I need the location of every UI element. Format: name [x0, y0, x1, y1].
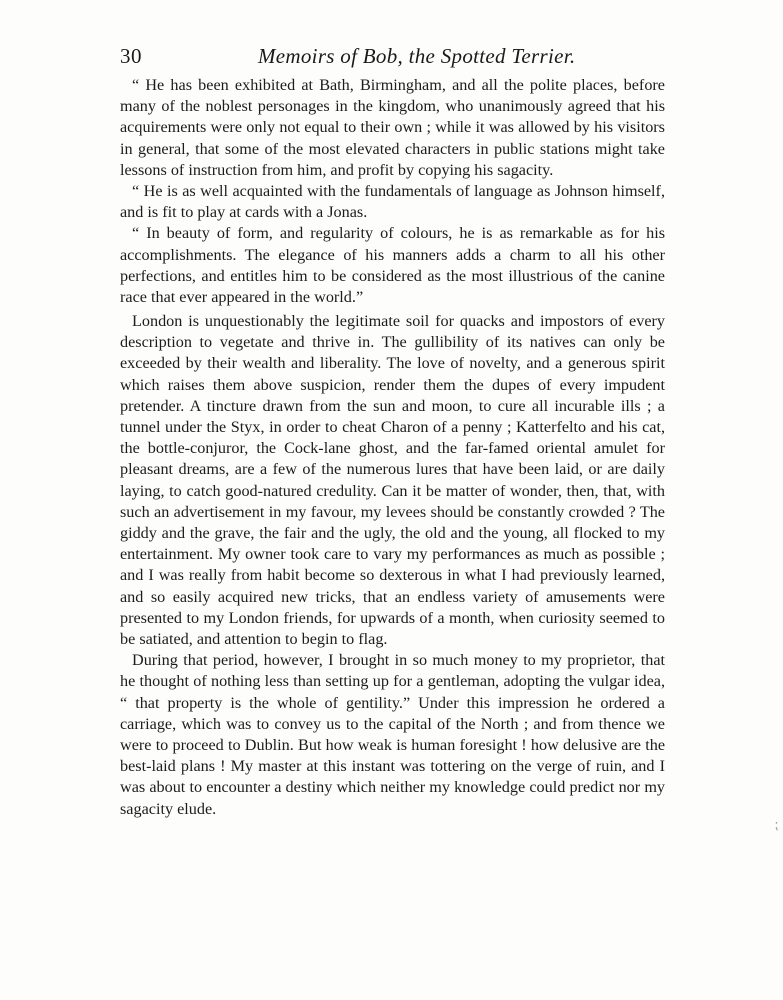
quote-paragraph: “ He has been exhibited at Bath, Birmingham, and all the polite places, before many of the noblest personages in the kingdom, who unanimously agreed that his acquirements were only not equal to their own ; while it was allowed by his visitors in general, that some of the most elevated characters in public stations might take lessons of instruction from him, and profit by copying his sagacity.: [120, 76, 665, 179]
body-paragraph: London is unquestionably the legitimate soil for quacks and impostors of every description to vegetate and thrive in. The gullibility of its natives can only be exceeded by their wealth and liberality. The love of novelty, and a generous spirit which raises them above suspicion, render them the dupes of every impudent pretender. A tincture drawn from the sun and moon, to cure all incurable ills ; a tunnel under the Styx, in order to cheat Charon of a penny ; Katterfelto and his cat, the bottle-conjuror, the Cock-lane ghost, and the far-famed oriental amulet for pleasant dreams, are a few of the numerous lures that have been laid, or are daily laying, to catch good-natured credulity. Can it be matter of wonder, then, that, with such an advertisement in my favour, my levees should be constantly crowded ? The giddy and the grave, the fair and the ugly, the old and the young, all flocked to my entertainment. My owner took care to vary my performances as much as possible ; and I was really from habit become so dexterous in what I had previously learned, and so easily acquired new tricks, that an endless variety of amusements were presented to my London friends, for upwards of a month, when curiosity seemed to be satiated, and attention to begin to flag.: [120, 312, 665, 649]
running-head: [120, 44, 665, 74]
body-paragraph: During that period, however, I brought in so much money to my proprietor, that he thought of nothing less than setting up for a gentleman, adopting the vulgar idea, “ that property is the whole of gentility.” Under this impression he ordered a carriage, which was to convey us to the capital of the North ; and from thence we were to proceed to Dublin. But how weak is human foresight ! how delusive are the best-laid plans ! My master at this instant was tottering on the verge of ruin, and I was about to encounter a destiny which neither my knowledge could predict nor my sagacity elude.: [120, 651, 665, 818]
quoted-advertisement: [120, 75, 665, 308]
page-number: 30: [120, 44, 142, 68]
margin-speck: ⁏: [774, 818, 779, 833]
narrative-text: [120, 311, 665, 820]
running-title: Memoirs of Bob, the Spotted Terrier.: [258, 44, 576, 68]
quote-paragraph: “ He is as well acquainted with the fundamentals of language as Johnson himself, and is fit to play at cards with a Jonas.: [120, 182, 665, 222]
quote-paragraph: “ In beauty of form, and regularity of colours, he is as remarkable as for his accomplishments. The elegance of his manners adds a charm to all his other perfections, and entitles him to be considered as the most illustrious of the canine race that ever appeared in the world.”: [120, 224, 665, 307]
